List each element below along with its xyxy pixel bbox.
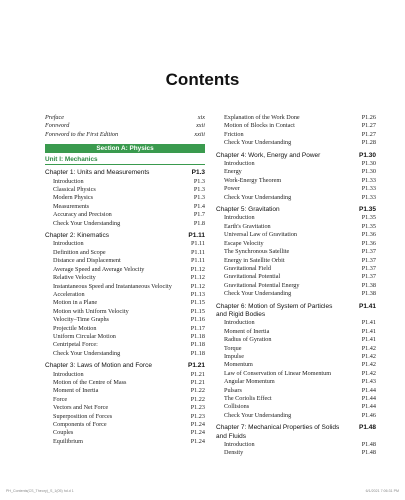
toc-entry-page: P1.12: [190, 274, 205, 282]
toc-entry-page: P1.42: [361, 361, 376, 369]
toc-entry-label: Instantaneous Speed and Instantaneous Velocity: [53, 282, 172, 290]
toc-entry[interactable]: [45, 131, 205, 139]
toc-entry-label: Universal Law of Gravitation: [224, 231, 298, 239]
toc-entry-page: P1.11: [190, 257, 205, 265]
toc-entry-label: Superposition of Forces: [53, 412, 113, 420]
print-footer: [6, 489, 399, 493]
toc-entry-page: P1.30: [361, 168, 376, 176]
toc-entry[interactable]: [45, 178, 205, 186]
chapter-heading[interactable]: [216, 152, 376, 160]
toc-entry[interactable]: [45, 316, 205, 324]
toc-entry-page: P1.15: [190, 299, 205, 307]
unit-heading: Unit I: Mechanics: [45, 156, 98, 164]
toc-entry-page: P1.42: [361, 344, 376, 352]
front-matter-list: [45, 114, 205, 139]
toc-entry[interactable]: [45, 387, 205, 395]
toc-entry-page: P1.13: [190, 290, 205, 298]
toc-entry-page: P1.36: [361, 231, 376, 239]
toc-entry[interactable]: [45, 114, 205, 122]
toc-entry[interactable]: [45, 266, 205, 274]
toc-entry-page: P1.3: [193, 186, 205, 194]
section-banner: Section A: Physics: [45, 144, 205, 153]
toc-entry-label: Energy: [224, 168, 242, 176]
toc-entry-label: Work-Energy Theorem: [224, 176, 282, 184]
toc-entry[interactable]: [45, 291, 205, 299]
toc-entry-page: P1.33: [361, 185, 376, 193]
toc-entry[interactable]: [45, 325, 205, 333]
toc-entry-page: P1.26: [361, 114, 376, 121]
toc-entry-label: Introduction: [53, 240, 84, 248]
toc-entry-label: Earth's Gravitation: [224, 222, 271, 230]
toc-entry-page: P1.28: [361, 139, 376, 147]
toc-entry-page: P1.41: [361, 336, 376, 344]
toc-entry-label: Gravitational Potential: [224, 273, 281, 281]
toc-entry[interactable]: [216, 395, 376, 403]
toc-entry-page: P1.12: [190, 265, 205, 273]
toc-entry-page: P1.12: [190, 282, 205, 290]
toc-entry[interactable]: [45, 211, 205, 219]
toc-entry-page: P1.38: [361, 281, 376, 289]
chapter-heading[interactable]: [45, 232, 205, 240]
toc-entry-page: P1.36: [361, 239, 376, 247]
toc-entry-page: P1.23: [190, 412, 205, 420]
toc-entry[interactable]: [45, 194, 205, 202]
toc-entry-label: Check Your Understanding: [53, 219, 121, 227]
toc-entry-page: P1.16: [190, 316, 205, 324]
toc-entry-page: P1.30: [361, 160, 376, 168]
toc-entry-page: P1.42: [361, 369, 376, 377]
toc-entry[interactable]: [216, 265, 376, 273]
toc-entry[interactable]: [45, 283, 205, 291]
toc-entry-page: P1.21: [190, 378, 205, 386]
toc-entry-page: P1.18: [190, 332, 205, 340]
toc-entry-label: Check Your Understanding: [53, 349, 121, 357]
toc-entry-label: Impulse: [224, 352, 244, 360]
toc-entry-label: Uniform Circular Motion: [53, 332, 116, 340]
toc-entry[interactable]: [45, 249, 205, 257]
toc-entry-page: P1.48: [361, 441, 376, 449]
toc-entry-label: Couples: [53, 429, 74, 437]
chapter-title: Chapter 1: Units and Measurements: [45, 169, 150, 177]
toc-entry[interactable]: [45, 274, 205, 282]
toc-entry-label: Check Your Understanding: [224, 411, 292, 419]
toc-entry[interactable]: [216, 248, 376, 256]
toc-entry-page: P1.43: [361, 378, 376, 386]
toc-entry-label: Definition and Scope: [53, 248, 106, 256]
chapter-title: Chapter 2: Kinematics: [45, 232, 109, 240]
toc-entry[interactable]: [45, 379, 205, 387]
toc-entry-label: Distance and Displacement: [53, 257, 121, 265]
toc-entry-label: Preface: [45, 114, 65, 121]
toc-entry-label: The Synchronous Satellite: [224, 248, 290, 256]
toc-entry-page: P1.44: [361, 403, 376, 411]
toc-entry[interactable]: [216, 370, 376, 378]
toc-entry[interactable]: [45, 308, 205, 316]
toc-entry[interactable]: [216, 122, 376, 130]
toc-entry[interactable]: [45, 220, 205, 228]
toc-entry[interactable]: [45, 404, 205, 412]
toc-entry-label: Acceleration: [53, 290, 85, 298]
chapter-page: P1.41: [359, 302, 376, 310]
toc-entry-page: P1.44: [361, 395, 376, 402]
toc-entry[interactable]: [216, 403, 376, 411]
toc-entry-label: Radius of Gyration: [224, 336, 272, 344]
toc-entry[interactable]: [216, 282, 376, 290]
toc-entry[interactable]: [216, 223, 376, 231]
toc-entry-label: Foreword to the First Edition: [45, 130, 119, 138]
chapter-title: Chapter 3: Laws of Motion and Force: [45, 362, 152, 370]
toc-entry[interactable]: [216, 290, 376, 298]
toc-entry-label: Check Your Understanding: [224, 139, 292, 147]
toc-entry-page: P1.41: [361, 327, 376, 335]
toc-entry-page: P1.41: [361, 319, 376, 327]
toc-entry-label: Collisions: [224, 403, 250, 411]
toc-entry[interactable]: [45, 240, 205, 248]
toc-entry-label: Motion with Uniform Velocity: [53, 307, 129, 315]
toc-entry[interactable]: [45, 122, 205, 130]
toc-entry[interactable]: [216, 336, 376, 344]
toc-entry[interactable]: [216, 361, 376, 369]
toc-entry[interactable]: [216, 378, 376, 386]
toc-entry[interactable]: [216, 214, 376, 222]
chapter-heading[interactable]: [45, 169, 205, 177]
toc-entry-page: P1.8: [193, 219, 205, 227]
toc-entry-label: Introduction: [224, 160, 255, 168]
toc-entry-label: Velocity–Time Graphs: [53, 316, 109, 324]
toc-entry-label: Gravitational Field: [224, 264, 271, 272]
toc-entry-page: P1.24: [190, 437, 205, 445]
toc-entry[interactable]: [216, 194, 376, 202]
chapter-page: P1.35: [359, 206, 376, 214]
chapter-title: Chapter 4: Work, Energy and Power: [216, 151, 321, 159]
toc-entry-page: P1.48: [361, 449, 376, 457]
chapter-page: P1.21: [188, 362, 205, 370]
toc-entry[interactable]: [45, 350, 205, 358]
toc-entry-label: Moment of Inertia: [53, 387, 99, 395]
toc-entry-label: Torque: [224, 344, 242, 352]
toc-entry-label: Explanation of the Work Done: [224, 114, 300, 121]
toc-entry[interactable]: [216, 131, 376, 139]
chapter-page: P1.11: [188, 232, 205, 240]
toc-entry-page: P1.37: [361, 273, 376, 281]
toc-entry-page: P1.15: [190, 307, 205, 315]
toc-entry-label: Classical Physics: [53, 186, 96, 194]
toc-entry-label: Angular Momentum: [224, 378, 275, 386]
left-column: [45, 114, 205, 446]
toc-entry-label: Measurements: [53, 202, 90, 210]
toc-entry-page: P1.3: [193, 194, 205, 202]
toc-entry[interactable]: [45, 371, 205, 379]
toc-entry-page: P1.44: [361, 386, 376, 394]
toc-entry[interactable]: [216, 449, 376, 457]
toc-entry[interactable]: [216, 168, 376, 176]
toc-entry[interactable]: [216, 441, 376, 449]
toc-entry-page: P1.37: [361, 256, 376, 264]
toc-entry-page: P1.11: [190, 248, 205, 256]
toc-entry-page: P1.21: [190, 370, 205, 378]
left-chapter-list: [45, 169, 205, 446]
toc-entry-page: xxii: [196, 122, 205, 130]
toc-entry-page: P1.3: [193, 177, 205, 185]
chapter-heading[interactable]: [45, 362, 205, 370]
toc-entry-page: P1.22: [190, 387, 205, 395]
toc-entry-label: Gravitational Potential Energy: [224, 281, 300, 289]
footer-file-label: PH_Contents(CS_Theory)_S_1(05) hd.d 1: [6, 489, 74, 493]
toc-entry-page: P1.18: [190, 341, 205, 349]
toc-entry[interactable]: [216, 257, 376, 265]
toc-entry-label: Escape Velocity: [224, 239, 264, 247]
chapter-heading[interactable]: [216, 303, 376, 320]
toc-entry-label: Projectile Motion: [53, 324, 97, 332]
page-title: Contents: [165, 70, 240, 89]
toc-entry-label: Equilibrium: [53, 437, 83, 445]
toc-entry-page: P1.17: [190, 324, 205, 332]
toc-entry-label: Density: [224, 449, 244, 457]
toc-entry[interactable]: [216, 328, 376, 336]
toc-entry-label: Force: [53, 395, 68, 403]
toc-entry-label: Accuracy and Precision: [53, 211, 112, 219]
toc-entry-page: P1.35: [361, 222, 376, 230]
toc-entry-label: Check Your Understanding: [224, 290, 292, 298]
toc-entry[interactable]: [45, 299, 205, 307]
toc-entry[interactable]: [216, 412, 376, 420]
toc-entry-label: Centripetal Force:: [53, 341, 98, 349]
toc-entry[interactable]: [216, 139, 376, 147]
toc-entry[interactable]: [45, 429, 205, 437]
toc-entry-label: Relative Velocity: [53, 274, 96, 282]
toc-entry-label: Introduction: [53, 370, 84, 378]
toc-entry[interactable]: [216, 114, 376, 122]
toc-entry-page: P1.33: [361, 193, 376, 201]
toc-entry-label: Introduction: [53, 177, 84, 185]
toc-entry[interactable]: [45, 438, 205, 446]
toc-entry-label: Motion of the Centre of Mass: [53, 378, 127, 386]
toc-entry-page: P1.7: [193, 211, 205, 219]
toc-entry-label: Introduction: [224, 214, 255, 222]
toc-entry-label: Modern Physics: [53, 194, 94, 202]
toc-entry-label: The Coriolis Effect: [224, 395, 272, 402]
toc-entry-page: P1.38: [361, 290, 376, 298]
toc-entry[interactable]: [45, 421, 205, 429]
toc-entry-label: Foreword: [45, 122, 70, 130]
chapter-page: P1.30: [359, 151, 376, 159]
toc-entry-page: P1.23: [190, 404, 205, 412]
footer-timestamp: 6/1/2021 7:06:31 PM: [365, 489, 399, 493]
toc-entry[interactable]: [216, 231, 376, 239]
toc-entry-page: P1.27: [361, 122, 376, 130]
toc-entry-label: Power: [224, 185, 240, 193]
toc-entry-label: Law of Conservation of Linear Momentum: [224, 369, 332, 377]
toc-entry-page: P1.37: [361, 248, 376, 256]
unit-divider: [45, 164, 205, 165]
chapter-heading[interactable]: [216, 424, 376, 441]
toc-entry-label: Introduction: [224, 319, 255, 327]
toc-entry-page: P1.35: [361, 214, 376, 222]
chapter-title: Chapter 7: Mechanical Properties of Solids and Fluids: [216, 424, 340, 440]
toc-entry-label: Check Your Understanding: [224, 193, 292, 201]
toc-entry[interactable]: [45, 186, 205, 194]
toc-entry-page: P1.24: [190, 421, 205, 428]
toc-entry-label: Motion in a Plane: [53, 299, 98, 307]
toc-entry-label: Introduction: [224, 441, 255, 449]
toc-entry[interactable]: [216, 240, 376, 248]
toc-entry-label: Energy in Satellite Orbit: [224, 256, 285, 264]
toc-entry[interactable]: [45, 203, 205, 211]
toc-entry-page: xxiii: [194, 130, 205, 138]
toc-entry-page: P1.27: [361, 130, 376, 138]
toc-entry-page: P1.33: [361, 176, 376, 184]
toc-entry[interactable]: [45, 413, 205, 421]
chapter-title: Chapter 5: Gravitation: [216, 206, 280, 214]
toc-entry-page: P1.46: [361, 411, 376, 419]
toc-entry-page: P1.4: [193, 202, 205, 210]
toc-entry-label: Pulsars: [224, 386, 242, 394]
toc-entry-label: Motion of Blocks in Contact: [224, 122, 295, 130]
toc-entry-page: P1.37: [361, 264, 376, 272]
toc-entry[interactable]: [216, 177, 376, 185]
toc-entry[interactable]: [216, 160, 376, 168]
toc-entry[interactable]: [45, 341, 205, 349]
continued-entry-list: [216, 114, 376, 148]
toc-entry[interactable]: [216, 273, 376, 281]
toc-entry[interactable]: [216, 319, 376, 327]
toc-entry-page: P1.22: [190, 395, 205, 403]
toc-entry-label: Friction: [224, 130, 244, 138]
toc-entry[interactable]: [216, 353, 376, 361]
toc-entry-page: P1.24: [190, 429, 205, 437]
toc-entry-label: Average Speed and Average Velocity: [53, 265, 145, 273]
chapter-page: P1.3: [191, 169, 205, 177]
chapter-heading[interactable]: [216, 206, 376, 214]
toc-entry-page: P1.18: [190, 349, 205, 357]
chapter-page: P1.48: [359, 424, 376, 432]
toc-entry[interactable]: [216, 345, 376, 353]
toc-entry[interactable]: [216, 387, 376, 395]
toc-entry[interactable]: [45, 396, 205, 404]
toc-entry[interactable]: [216, 185, 376, 193]
toc-entry-label: Vectors and Net Force: [53, 404, 109, 412]
toc-entry-label: Moment of Inertia: [224, 327, 270, 335]
toc-entry-page: P1.42: [361, 352, 376, 360]
toc-entry-page: xix: [197, 114, 205, 121]
toc-entry-page: P1.11: [190, 240, 205, 248]
toc-entry-label: Momentum: [224, 361, 253, 369]
chapter-title: Chapter 6: Motion of System of Particles and Rigid Bodies: [216, 302, 333, 318]
right-chapter-list: [216, 152, 376, 458]
right-column: [216, 114, 376, 458]
toc-entry-label: Components of Force: [53, 421, 107, 428]
toc-entry[interactable]: [45, 333, 205, 341]
toc-entry[interactable]: [45, 257, 205, 265]
